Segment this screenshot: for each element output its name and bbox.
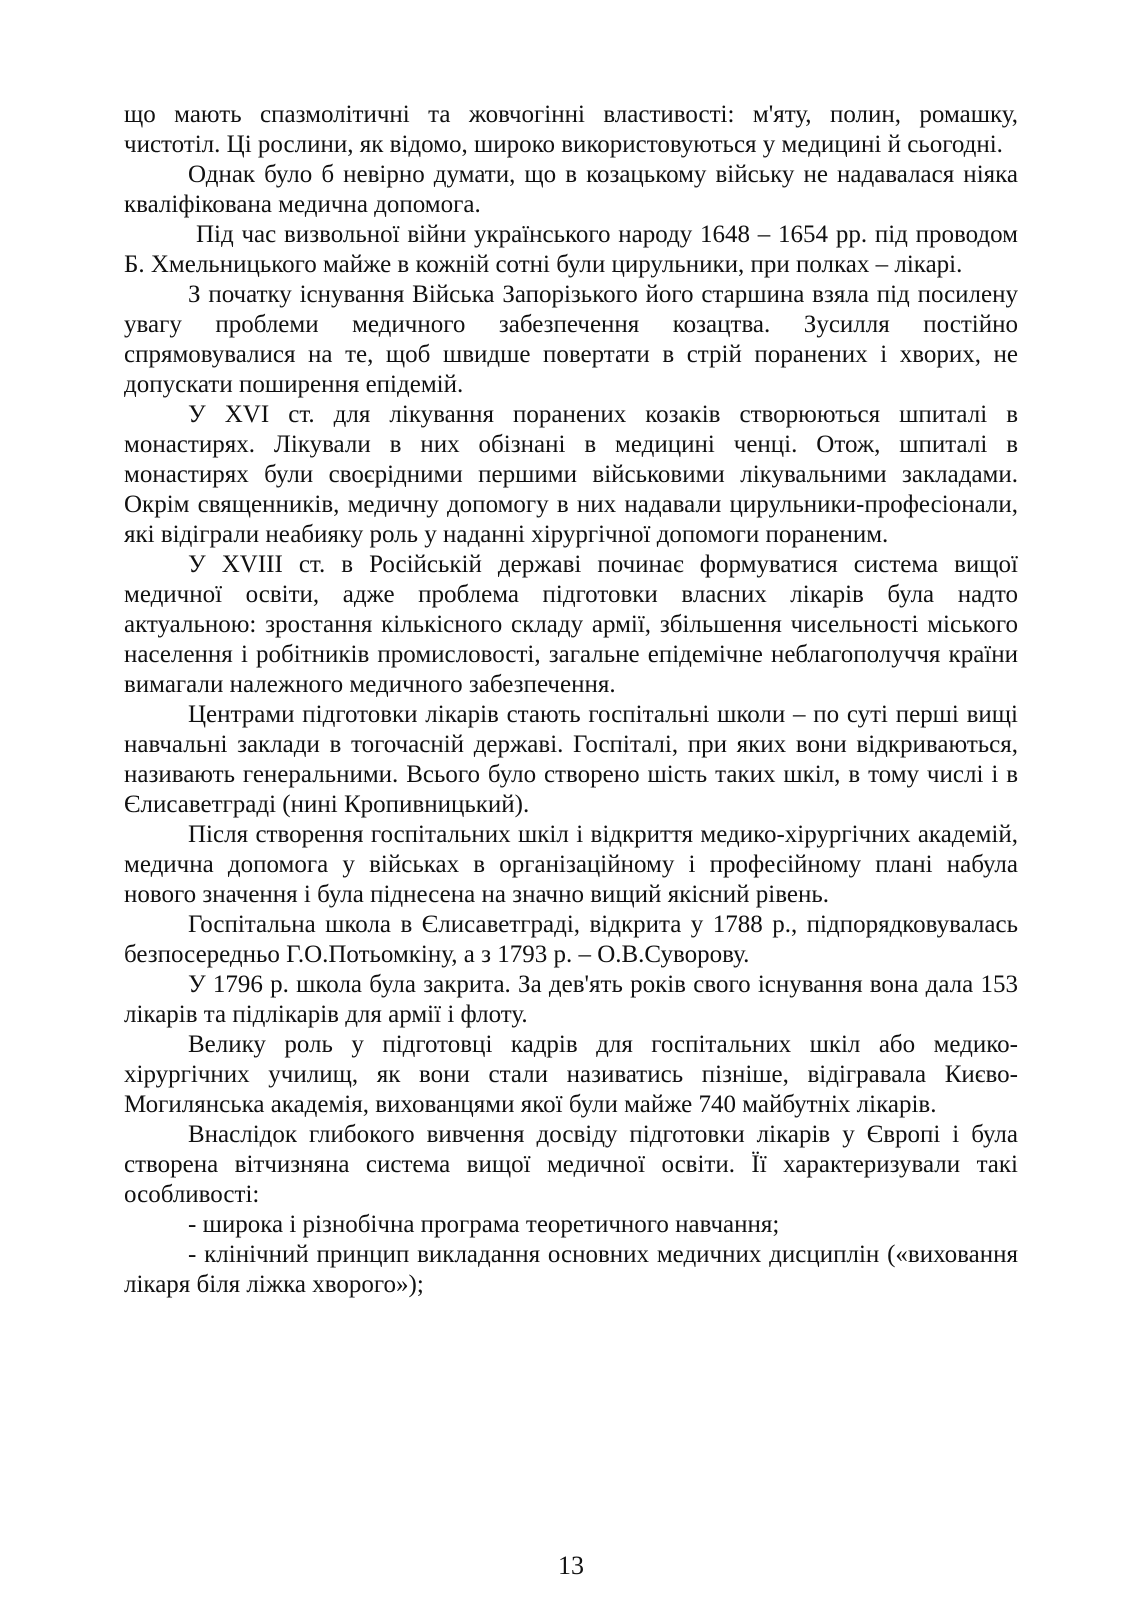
document-body bbox=[124, 100, 1018, 1300]
paragraph: Під час визвольної війни українського народу 1648 – 1654 рр. під проводом Б. Хмельницького майже в кожній сотні були цирульники, при полках – лікарі. bbox=[124, 221, 1018, 278]
paragraph: Велику роль у підготовці кадрів для госпітальних шкіл або медико-хірургічних училищ, як вони стали називатись пізніше, відігравала Києво-Могилянська академія, вихованцями якої були майже 740 майбутніх лікарів. bbox=[124, 1031, 1018, 1118]
paragraph: Після створення госпітальних шкіл і відкриття медико-хірургічних академій, медична допомога у військах в організаційному і професійному плані набула нового значення і була піднесена на значно вищий якісний рівень. bbox=[124, 821, 1018, 908]
paragraph: Однак було б невірно думати, що в козацькому війську не надавалася ніяка кваліфікована медична допомога. bbox=[124, 161, 1018, 218]
page-number: 13 bbox=[558, 1551, 584, 1580]
paragraph: У XVI ст. для лікування поранених козаків створюються шпиталі в монастирях. Лікували в них обізнані в медицині ченці. Отож, шпиталі в монастирях були своєрідними першими військовими лікувальними закладами. Окрім священників, медичну допомогу в них надавали цирульники-професіонали, які відіграли неабияку роль у наданні хірургічної допомоги пораненим. bbox=[124, 401, 1018, 548]
paragraph: У 1796 р. школа була закрита. За дев'ять років свого існування вона дала 153 лікарів та підлікарів для армії і флоту. bbox=[124, 971, 1018, 1028]
paragraph: Внаслідок глибокого вивчення досвіду підготовки лікарів у Європі і була створена вітчизняна система вищої медичної освіти. Її характеризували такі особливості: bbox=[124, 1121, 1018, 1208]
paragraph: У XVIII ст. в Російській державі починає формуватися система вищої медичної освіти, адже проблема підготовки власних лікарів була надто актуальною: зростання кількісного складу армії, збільшення чисельності міського населення і робітників промисловості, загальне епідемічне неблагополуччя країни вимагали належного медичного забезпечення. bbox=[124, 551, 1018, 698]
paragraph-continuation: що мають спазмолітичні та жовчогінні властивості: м'яту, полин, ромашку, чистотіл. Ці рослини, як відомо, широко використовуються у медицині й сьогодні. bbox=[124, 101, 1018, 158]
paragraph: Центрами підготовки лікарів стають госпітальні школи – по суті перші вищі навчальні заклади в тогочасній державі. Госпіталі, при яких вони відкриваються, називають генеральними. Всього було створено шість таких шкіл, в тому числі і в Єлисаветграді (нині Кропивницький). bbox=[124, 701, 1018, 818]
list-item: - широка і різнобічна програма теоретичного навчання; bbox=[188, 1211, 780, 1238]
list-item: - клінічний принцип викладання основних медичних дисциплін («виховання лікаря біля ліжка хворого»); bbox=[124, 1241, 1018, 1298]
paragraph: З початку існування Війська Запорізького його старшина взяла під посилену увагу проблеми медичного забезпечення козацтва. Зусилля постійно спрямовувалися на те, щоб швидше повертати в стрій поранених і хворих, не допускати поширення епідемій. bbox=[124, 281, 1018, 398]
paragraph: Госпітальна школа в Єлисаветграді, відкрита у 1788 р., підпорядковувалась безпосередньо Г.О.Потьомкіну, а з 1793 р. – О.В.Суворову. bbox=[124, 911, 1018, 968]
